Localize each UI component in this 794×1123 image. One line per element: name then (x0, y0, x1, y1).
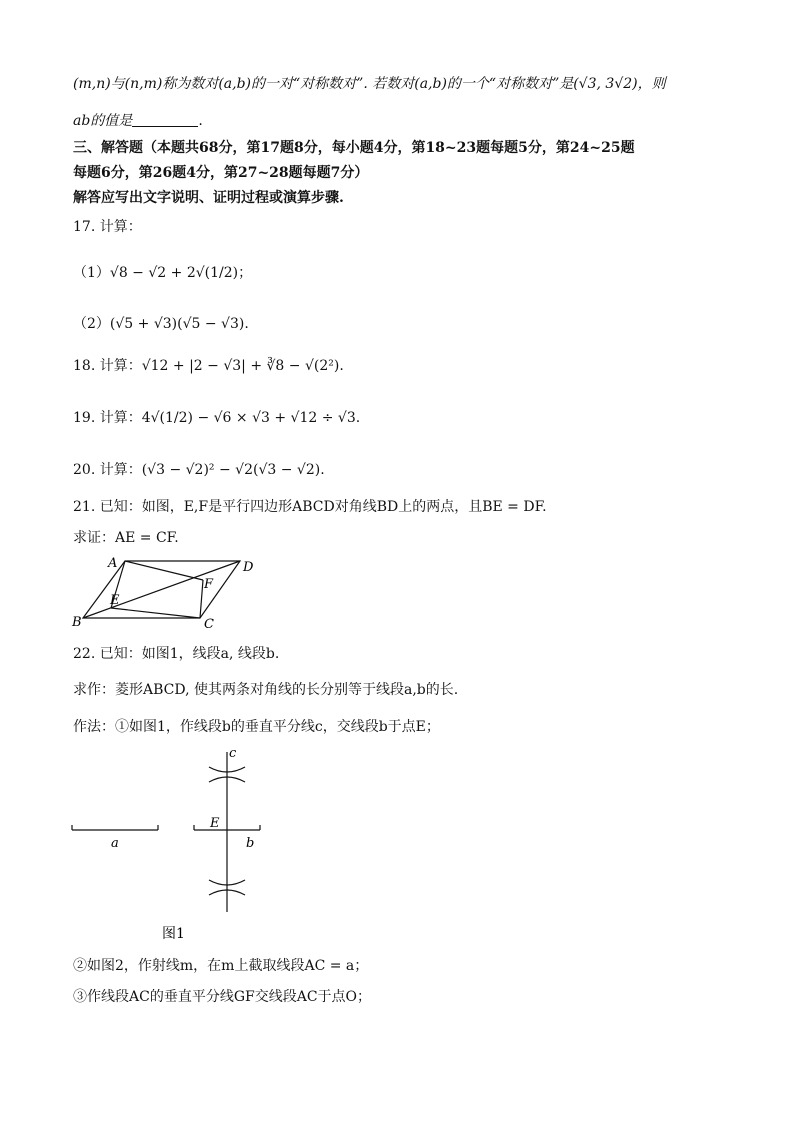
q19-text: 19. 计算：4√(1/2) − √6 × √3 + √12 ÷ √3. (73, 410, 361, 426)
parallelogram-figure (70, 552, 270, 632)
label-line-c: c (229, 746, 237, 761)
label-point-e: E (210, 816, 220, 831)
segment-ec (111, 608, 200, 618)
segment-fc (200, 580, 203, 618)
q17-part2: （2）(√5 + √3)(√5 − √3). (73, 316, 249, 332)
label-e: E (110, 593, 120, 608)
figure-1-caption: 图1 (162, 926, 185, 942)
label-b: B (72, 615, 82, 630)
label-a: A (108, 556, 118, 571)
label-f: F (204, 577, 214, 592)
q20-text: 20. 计算：(√3 − √2)² − √2(√3 − √2). (73, 462, 325, 478)
intro-line-2 (73, 110, 203, 130)
q22-step2: ②如图2，作射线m，在m上截取线段AC = a； (73, 958, 369, 974)
label-segment-a: a (111, 836, 119, 851)
intro-line-1: (m,n)与(n,m)称为数对(a,b)的一对“对称数对”. 若数对(a,b)的一个“对称数对”是(√3, 3√2)，则 (73, 76, 666, 92)
intro-line-2-prefix: ab的值是 (73, 113, 133, 129)
q18-text: 18. 计算：√12 + |2 − √3| + ∛8 − √(2²). (73, 358, 344, 374)
q17-part1: （1）√8 − √2 + 2√(1/2)； (73, 265, 253, 281)
segment-af (125, 561, 203, 580)
answer-blank (132, 112, 198, 127)
q22-step3: ③作线段AC的垂直平分线GF交线段AC于点O； (73, 989, 372, 1005)
q21-text: 21. 已知：如图，E,F是平行四边形ABCD对角线BD上的两点，且BE = DF. (73, 499, 547, 515)
q22-text: 22. 已知：如图1，线段a, 线段b. (73, 646, 280, 662)
label-d: D (243, 560, 254, 575)
q22-task: 求作：菱形ABCD, 使其两条对角线的长分别等于线段a,b的长. (73, 682, 459, 698)
section-heading-line-1: 三、解答题（本题共68分，第17题8分，每小题4分，第18~23题每题5分，第24~25题 (73, 140, 635, 156)
label-c: C (204, 617, 214, 632)
label-segment-b: b (246, 836, 255, 851)
intro-line-2-suffix: . (198, 113, 203, 129)
q22-step1: 作法：①如图1，作线段b的垂直平分线c，交线段b于点E； (73, 719, 440, 735)
section-instruction: 解答应写出文字说明、证明过程或演算步骤. (73, 190, 344, 206)
section-heading-line-2: 每题6分，第26题4分，第27~28题每题7分） (73, 165, 369, 181)
q17-title: 17. 计算： (73, 219, 142, 235)
q21-prove: 求证：AE = CF. (73, 530, 179, 546)
construction-figure-1 (66, 740, 286, 950)
